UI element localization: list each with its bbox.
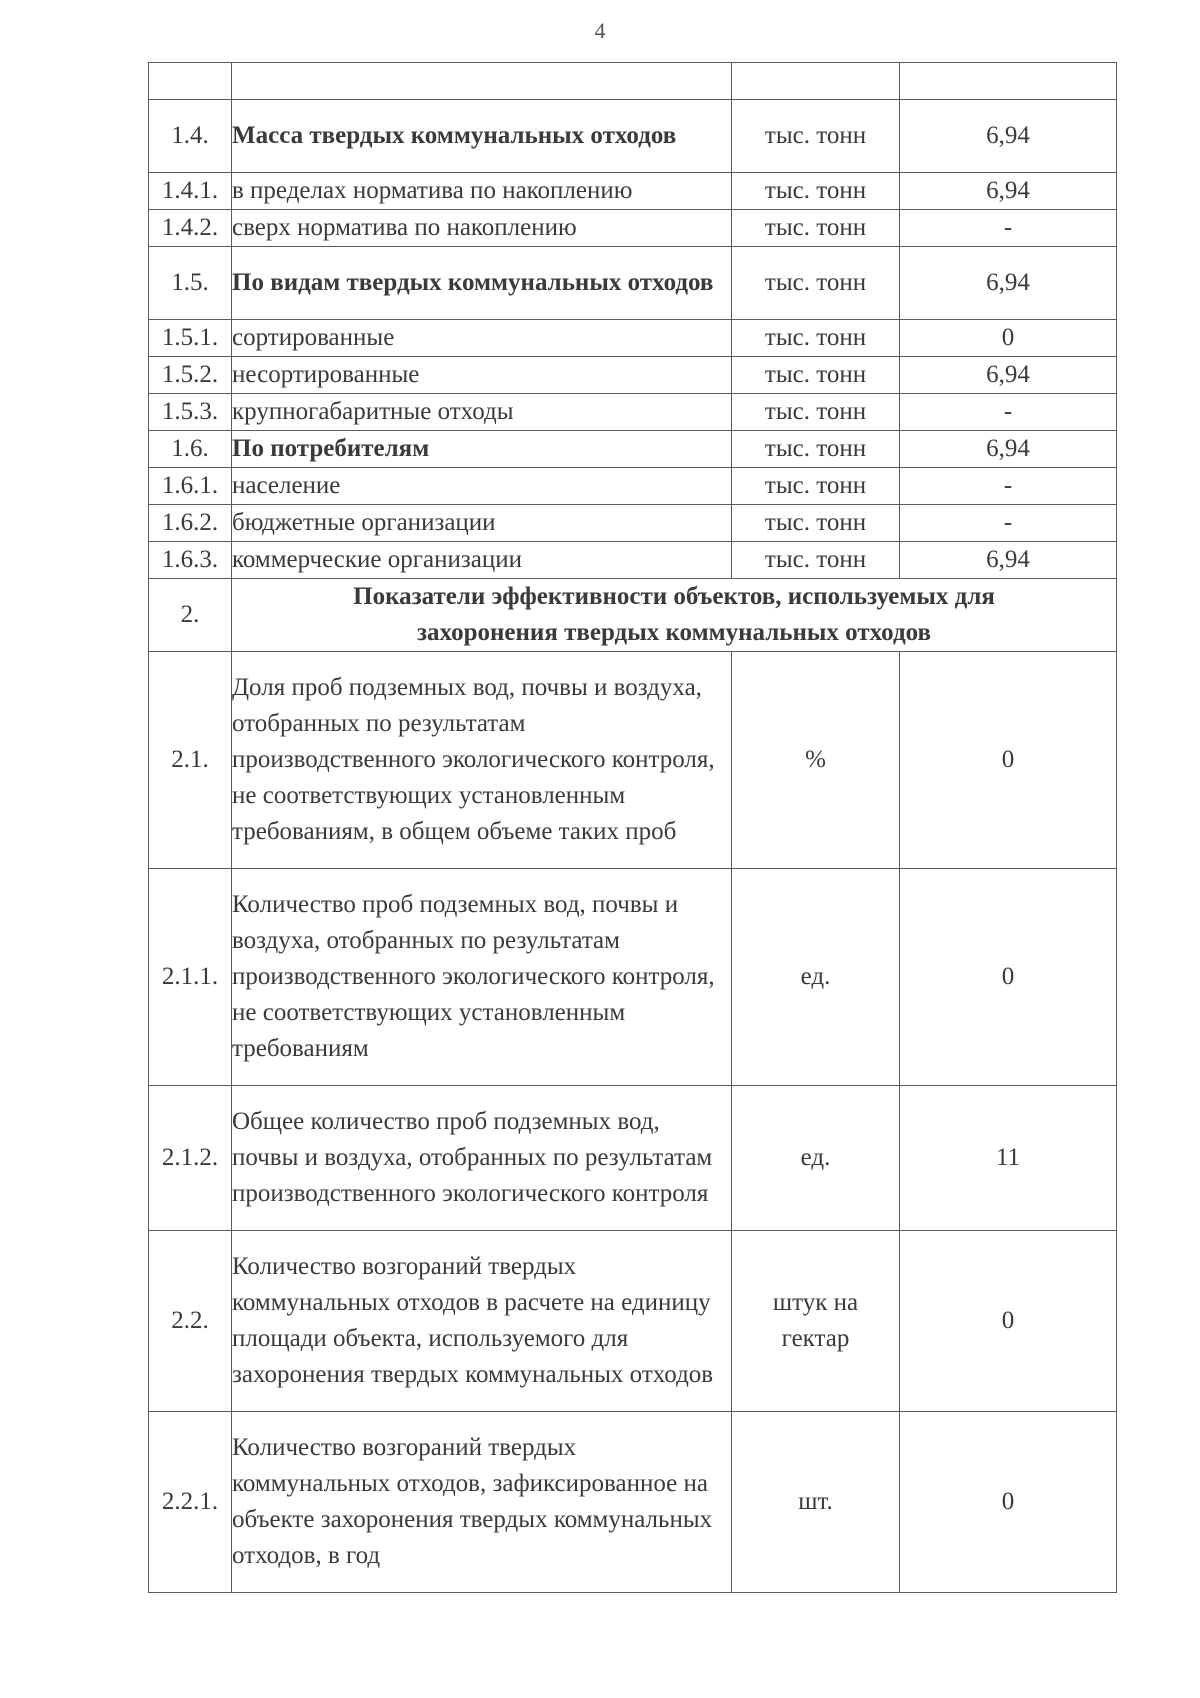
indicator-value: 0	[900, 1412, 1117, 1593]
table-body	[149, 63, 1117, 1593]
empty-cell	[149, 63, 232, 100]
indicator-name: население	[232, 468, 732, 505]
table-row	[149, 652, 1117, 869]
indicator-name: Количество возгораний твердых коммунальных отходов в расчете на единицу площади объекта, используемого для захоронения твердых коммунальных отходов	[232, 1231, 732, 1412]
table-row	[149, 1231, 1117, 1412]
section-title	[232, 579, 1117, 652]
indicator-name: сортированные	[232, 320, 732, 357]
table-row	[149, 579, 1117, 652]
indicator-value: -	[900, 394, 1117, 431]
indicator-value: 0	[900, 869, 1117, 1086]
row-number: 1.6.	[149, 431, 232, 468]
row-number: 1.6.2.	[149, 505, 232, 542]
unit-line: гектар	[781, 1325, 850, 1352]
table-row	[149, 210, 1117, 247]
indicator-name: Количество проб подземных вод, почвы и воздуха, отобранных по результатам производственного экологического контроля, не соответствующих установленным требованиям	[232, 869, 732, 1086]
unit-of-measure: тыс. тонн	[732, 394, 900, 431]
row-number: 1.5.	[149, 247, 232, 320]
table-row	[149, 63, 1117, 100]
empty-cell	[232, 63, 732, 100]
row-number: 1.5.3.	[149, 394, 232, 431]
indicator-value: -	[900, 210, 1117, 247]
row-number: 2.2.1.	[149, 1412, 232, 1593]
row-number: 2.	[149, 579, 232, 652]
unit-line: штук на	[772, 1289, 859, 1316]
unit-of-measure: тыс. тонн	[732, 542, 900, 579]
table-row	[149, 505, 1117, 542]
indicator-name: Общее количество проб подземных вод, почвы и воздуха, отобранных по результатам производственного экологического контроля	[232, 1086, 732, 1231]
indicators-table	[148, 62, 1117, 1593]
table-row	[149, 394, 1117, 431]
indicator-value: -	[900, 505, 1117, 542]
row-number: 1.4.2.	[149, 210, 232, 247]
indicator-name: Количество возгораний твердых коммунальных отходов, зафиксированное на объекте захоронения твердых коммунальных отходов, в год	[232, 1412, 732, 1593]
section-title-line: захоронения твердых коммунальных отходов	[417, 619, 931, 646]
indicator-name: коммерческие организации	[232, 542, 732, 579]
row-number: 1.4.	[149, 100, 232, 173]
indicator-value: -	[900, 468, 1117, 505]
indicator-name: бюджетные организации	[232, 505, 732, 542]
empty-cell	[732, 63, 900, 100]
indicator-name: несортированные	[232, 357, 732, 394]
indicator-value: 6,94	[900, 431, 1117, 468]
table-row	[149, 357, 1117, 394]
row-number: 2.1.	[149, 652, 232, 869]
row-number: 1.4.1.	[149, 173, 232, 210]
table-row	[149, 468, 1117, 505]
indicator-value: 0	[900, 652, 1117, 869]
indicator-name: в пределах норматива по накоплению	[232, 173, 732, 210]
table-row	[149, 173, 1117, 210]
unit-of-measure: тыс. тонн	[732, 210, 900, 247]
indicator-name: Доля проб подземных вод, почвы и воздуха, отобранных по результатам производственного экологического контроля, не соответствующих установленным требованиям, в общем объеме таких проб	[232, 652, 732, 869]
table-row	[149, 320, 1117, 357]
unit-of-measure: ед.	[732, 1086, 900, 1231]
row-number: 2.2.	[149, 1231, 232, 1412]
indicator-value: 0	[900, 320, 1117, 357]
empty-cell	[900, 63, 1117, 100]
unit-of-measure: тыс. тонн	[732, 173, 900, 210]
table-row	[149, 100, 1117, 173]
row-number: 1.6.1.	[149, 468, 232, 505]
indicator-name: Масса твердых коммунальных отходов	[232, 100, 732, 173]
indicator-value: 11	[900, 1086, 1117, 1231]
table-row	[149, 869, 1117, 1086]
unit-of-measure: тыс. тонн	[732, 320, 900, 357]
unit-of-measure	[732, 1231, 900, 1412]
unit-of-measure: тыс. тонн	[732, 505, 900, 542]
table-row	[149, 542, 1117, 579]
indicator-value: 6,94	[900, 100, 1117, 173]
row-number: 2.1.1.	[149, 869, 232, 1086]
indicator-value: 6,94	[900, 357, 1117, 394]
unit-of-measure: ед.	[732, 869, 900, 1086]
indicator-value: 0	[900, 1231, 1117, 1412]
unit-of-measure: тыс. тонн	[732, 247, 900, 320]
unit-of-measure: тыс. тонн	[732, 100, 900, 173]
indicator-name: крупногабаритные отходы	[232, 394, 732, 431]
indicator-name: По видам твердых коммунальных отходов	[232, 247, 732, 320]
unit-of-measure: тыс. тонн	[732, 431, 900, 468]
unit-of-measure: тыс. тонн	[732, 357, 900, 394]
section-title-line: Показатели эффективности объектов, используемых для	[353, 583, 995, 610]
indicator-name: По потребителям	[232, 431, 732, 468]
table-row	[149, 1086, 1117, 1231]
page-number: 4	[594, 18, 606, 43]
row-number: 1.6.3.	[149, 542, 232, 579]
table-row	[149, 431, 1117, 468]
row-number: 2.1.2.	[149, 1086, 232, 1231]
unit-of-measure: шт.	[732, 1412, 900, 1593]
unit-of-measure: тыс. тонн	[732, 468, 900, 505]
unit-of-measure: %	[732, 652, 900, 869]
row-number: 1.5.2.	[149, 357, 232, 394]
indicator-value: 6,94	[900, 247, 1117, 320]
indicator-name: сверх норматива по накоплению	[232, 210, 732, 247]
table-row	[149, 247, 1117, 320]
row-number: 1.5.1.	[149, 320, 232, 357]
table-row	[149, 1412, 1117, 1593]
indicator-value: 6,94	[900, 542, 1117, 579]
indicator-value: 6,94	[900, 173, 1117, 210]
